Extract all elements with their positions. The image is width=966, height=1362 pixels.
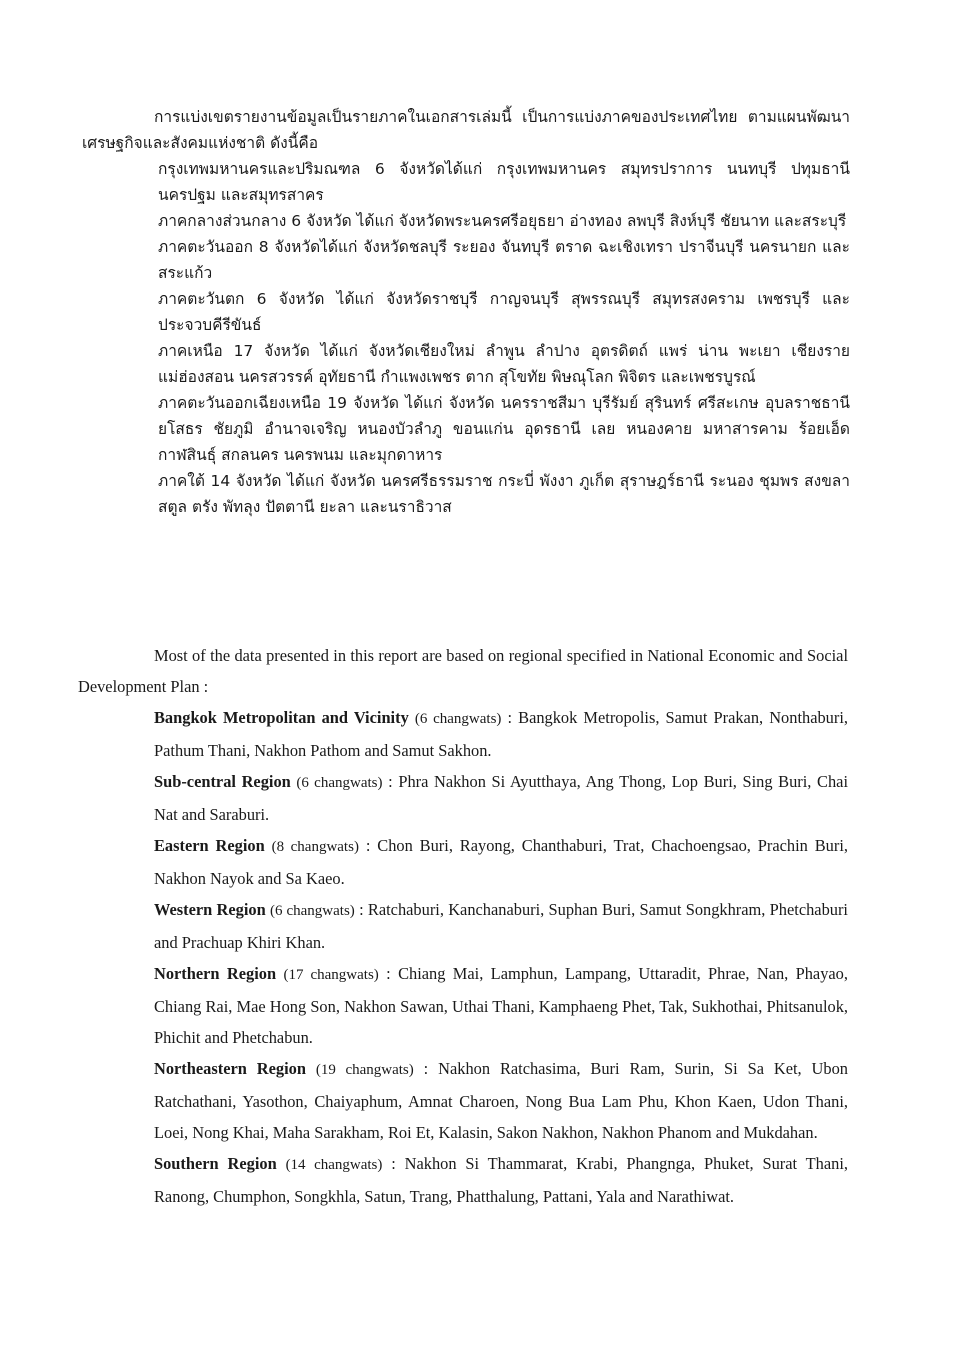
region-count: (8 changwats) — [271, 839, 359, 855]
region-eastern — [154, 830, 848, 894]
region-count: (19 changwats) — [315, 1062, 414, 1078]
region-name: Eastern Region — [154, 836, 265, 855]
region-name: Bangkok Metropolitan and Vicinity — [154, 708, 409, 727]
region-provinces: : Chiang Mai, Lamphun, Lampang, Uttaradit, Phrae, Nan, Phayao, Chiang Rai, Mae Hong Son, Nakhon Sawan, Uthai Thani, Kamphaeng Phet, Tak, Sukhothai, Phitsanulok, Phichit and Phetchabun. — [154, 964, 848, 1047]
thai-region-northeastern: ภาคตะวันออกเฉียงเหนือ 19 จังหวัด ได้แก่ จังหวัด นครราชสีมา บุรีรัมย์ สุรินทร์ ศรีสะเกษ อุบลราชธานี ยโสธร ชัยภูมิ อำนาจเจริญ หนองบัวลำภู ขอนแก่น อุดรธานี เลย หนองคาย มหาสารคาม ร้อยเอ็ด กาฬสินธุ์ สกลนคร นครพนม และมุกดาหาร — [158, 394, 850, 464]
thai-region-eastern: ภาคตะวันออก 8 จังหวัดได้แก่ จังหวัดชลบุรี ระยอง จันทบุรี ตราด ฉะเชิงเทรา ปราจีนบุรี นครนายก และสระแก้ว — [158, 238, 850, 282]
region-count: (14 changwats) — [285, 1157, 383, 1173]
thai-region-southern: ภาคใต้ 14 จังหวัด ได้แก่ จังหวัด นครศรีธรรมราช กระบี่ พังงา ภูเก็ต สุราษฎร์ธานี ระนอง ชุมพร สงขลา สตูล ตรัง พัทลุง ปัตตานี ยะลา และนราธิวาส — [158, 472, 850, 516]
region-northern — [154, 958, 848, 1053]
region-name: Sub-central Region — [154, 772, 291, 791]
thai-region-western: ภาคตะวันตก 6 จังหวัด ได้แก่ จังหวัดราชบุรี กาญจนบุรี สุพรรณบุรี สมุทรสงคราม เพชรบุรี และประจวบคีรีขันธ์ — [158, 290, 850, 334]
region-western — [154, 894, 848, 958]
thai-section — [82, 104, 850, 520]
region-count: (6 changwats) — [270, 903, 355, 919]
region-northeastern — [154, 1053, 848, 1148]
region-bangkok — [154, 702, 848, 766]
region-southern — [154, 1148, 848, 1212]
region-provinces: : Nakhon Si Thammarat, Krabi, Phangnga, Phuket, Surat Thani, Ranong, Chumphon, Songkhla, Satun, Trang, Phatthalung, Pattani, Yala and Narathiwat. — [154, 1154, 848, 1206]
region-name: Northeastern Region — [154, 1059, 306, 1078]
region-provinces: : Ratchaburi, Kanchanaburi, Suphan Buri, Samut Songkhram, Phetchaburi and Prachuap Khiri Khan. — [154, 900, 848, 952]
thai-intro: การแบ่งเขตรายงานข้อมูลเป็นรายภาคในเอกสารเล่มนี้ เป็นการแบ่งภาคของประเทศไทย ตามแผนพัฒนาเศรษฐกิจและสังคมแห่งชาติ ดังนี้คือ — [82, 108, 850, 152]
region-provinces: : Bangkok Metropolis, Samut Prakan, Nonthaburi, Pathum Thani, Nakhon Pathom and Samut Sakhon. — [154, 708, 848, 760]
region-provinces: : Phra Nakhon Si Ayutthaya, Ang Thong, Lop Buri, Sing Buri, Chai Nat and Saraburi. — [154, 772, 848, 824]
region-provinces: : Chon Buri, Rayong, Chanthaburi, Trat, Chachoengsao, Prachin Buri, Nakhon Nayok and Sa Kaeo. — [154, 836, 848, 888]
thai-region-subcentral: ภาคกลางส่วนกลาง 6 จังหวัด ได้แก่ จังหวัดพระนครศรีอยุธยา อ่างทอง ลพบุรี สิงห์บุรี ชัยนาท และสระบุรี — [158, 212, 847, 230]
thai-region-bangkok: กรุงเทพมหานครและปริมณฑล 6 จังหวัดได้แก่ กรุงเทพมหานคร สมุทรปราการ นนทบุรี ปทุมธานี นครปฐม และสมุทรสาคร — [158, 160, 850, 204]
thai-region-northern: ภาคเหนือ 17 จังหวัด ได้แก่ จังหวัดเชียงใหม่ ลำพูน ลำปาง อุตรดิตถ์ แพร่ น่าน พะเยา เชียงราย แม่ฮ่องสอน นครสวรรค์ อุทัยธานี กำแพงเพชร ตาก สุโขทัย พิษณุโลก พิจิตร และเพชรบูรณ์ — [158, 342, 850, 386]
english-intro: Most of the data presented in this report are based on regional specified in National Economic and Social Development Plan : — [78, 646, 848, 696]
region-name: Northern Region — [154, 964, 277, 983]
region-count: (17 changwats) — [283, 967, 379, 983]
english-section — [78, 640, 848, 1212]
region-provinces: : Nakhon Ratchasima, Buri Ram, Surin, Si Sa Ket, Ubon Ratchathani, Yasothon, Chaiyaphum, Amnat Charoen, Nong Bua Lam Phu, Khon Kaen, Udon Thani, Loei, Nong Khai, Maha Sarakham, Roi Et, Kalasin, Sakon Nakhon, Nakhon Phanom and Mukdahan. — [154, 1059, 848, 1142]
region-count: (6 changwats) — [296, 775, 383, 791]
region-subcentral — [154, 766, 848, 830]
region-count: (6 changwats) — [414, 711, 502, 727]
region-name: Western Region — [154, 900, 266, 919]
region-name: Southern Region — [154, 1154, 277, 1173]
